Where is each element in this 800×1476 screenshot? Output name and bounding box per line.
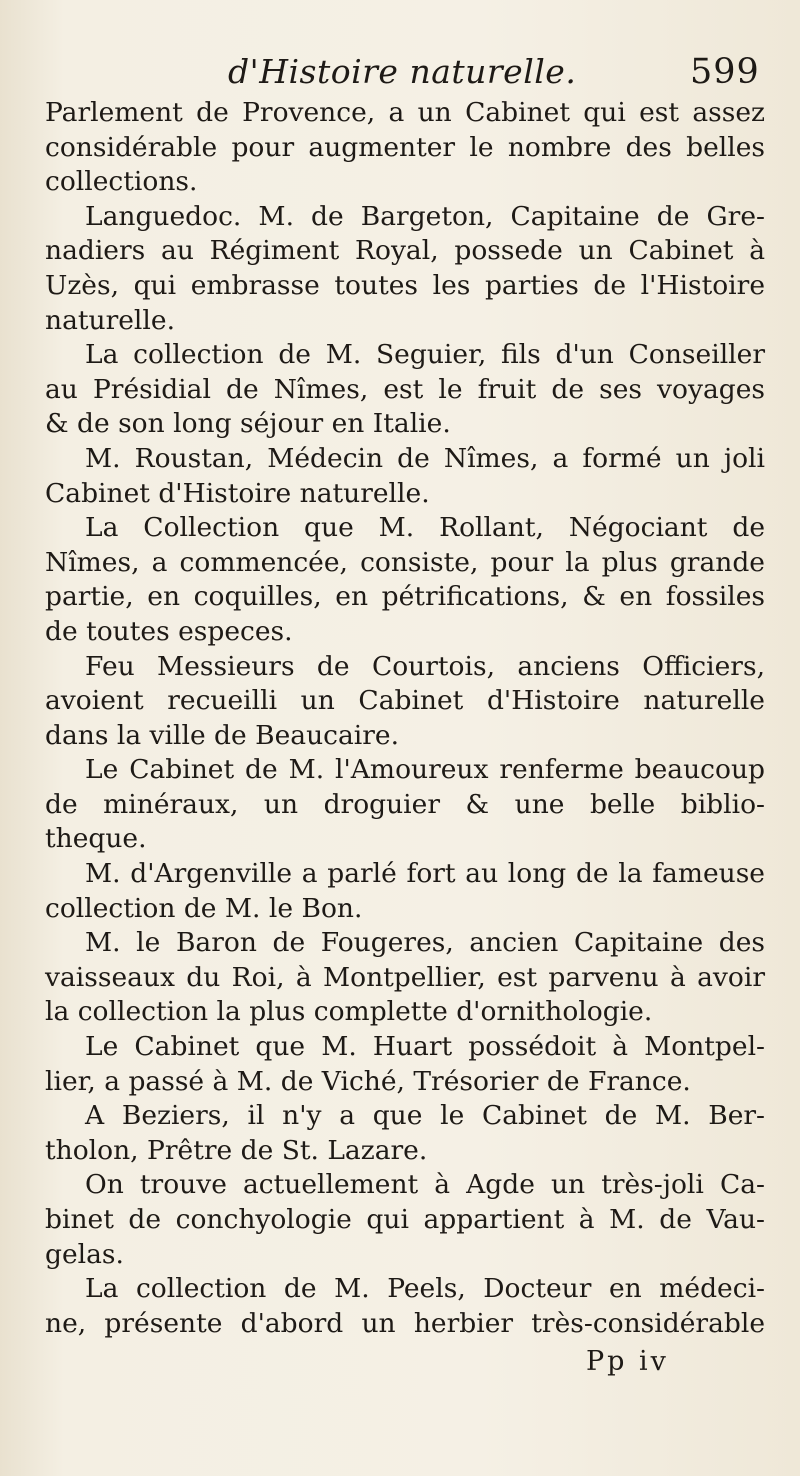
text-line: considérable pour augmenter le nombre des belles xyxy=(45,131,765,163)
text-line: de minéraux, un droguier & une belle biblio- xyxy=(45,788,765,820)
text-line: M. Roustan, Médecin de Nîmes, a formé un joli xyxy=(85,442,765,474)
text-line: La collection de M. Peels, Docteur en médeci- xyxy=(85,1273,765,1305)
text-line: tholon, Prêtre de St. Lazare. xyxy=(45,1134,428,1166)
signature-mark: Pp iv xyxy=(586,1346,669,1377)
text-line: Languedoc. M. de Bargeton, Capitaine de Gre- xyxy=(85,200,765,232)
text-line: la collection la plus complette d'ornithologie. xyxy=(45,996,653,1028)
text-line: Le Cabinet que M. Huart possédoit à Montpel- xyxy=(85,1031,765,1063)
text-line: Parlement de Provence, a un Cabinet qui est assez xyxy=(45,97,765,128)
text-line: lier, a passé à M. de Viché, Trésorier de France. xyxy=(45,1065,691,1097)
text-line: ne, présente d'abord un herbier très-considérable xyxy=(45,1307,765,1339)
body-text xyxy=(45,96,765,1341)
text-line: gelas. xyxy=(45,1238,124,1270)
text-line: Nîmes, a commencée, consiste, pour la plus grande xyxy=(45,546,765,578)
text-line: La collection de M. Seguier, fils d'un Conseiller xyxy=(85,339,765,371)
page-number: 599 xyxy=(690,52,760,92)
text-line: collections. xyxy=(45,166,198,198)
page-header xyxy=(0,48,800,98)
text-line: Uzès, qui embrasse toutes les parties de l'Histoire xyxy=(45,269,765,301)
text-line: A Beziers, il n'y a que le Cabinet de M. Ber- xyxy=(85,1100,765,1132)
text-line: La Collection que M. Rollant, Négociant de xyxy=(85,512,765,544)
text-line: On trouve actuellement à Agde un très-joli Ca- xyxy=(85,1169,765,1201)
text-line: avoient recueilli un Cabinet d'Histoire naturelle xyxy=(45,685,765,717)
text-line: de toutes especes. xyxy=(45,615,293,647)
running-title: d'Histoire naturelle. xyxy=(228,52,577,91)
text-line: Le Cabinet de M. l'Amoureux renferme beaucoup xyxy=(85,754,765,786)
text-line: theque. xyxy=(45,823,147,855)
text-line: binet de conchyologie qui appartient à M. de Vau- xyxy=(45,1204,765,1235)
text-line: partie, en coquilles, en pétrifications, & en fossiles xyxy=(45,581,765,613)
text-line: Feu Messieurs de Courtois, anciens Officiers, xyxy=(85,650,765,682)
text-line: vaisseaux du Roi, à Montpellier, est parvenu à avoir xyxy=(45,961,765,993)
text-line: au Présidial de Nîmes, est le fruit de ses voyages xyxy=(45,373,765,405)
text-line: dans la ville de Beaucaire. xyxy=(45,719,400,751)
text-line: naturelle. xyxy=(45,304,175,336)
text-line: Cabinet d'Histoire naturelle. xyxy=(45,477,430,509)
text-line: nadiers au Régiment Royal, possede un Cabinet à xyxy=(45,235,765,267)
text-line: collection de M. le Bon. xyxy=(45,892,363,924)
text-line: & de son long séjour en Italie. xyxy=(45,408,451,440)
text-line: M. le Baron de Fougeres, ancien Capitaine des xyxy=(85,927,765,959)
text-line: M. d'Argenville a parlé fort au long de la fameuse xyxy=(85,858,765,890)
